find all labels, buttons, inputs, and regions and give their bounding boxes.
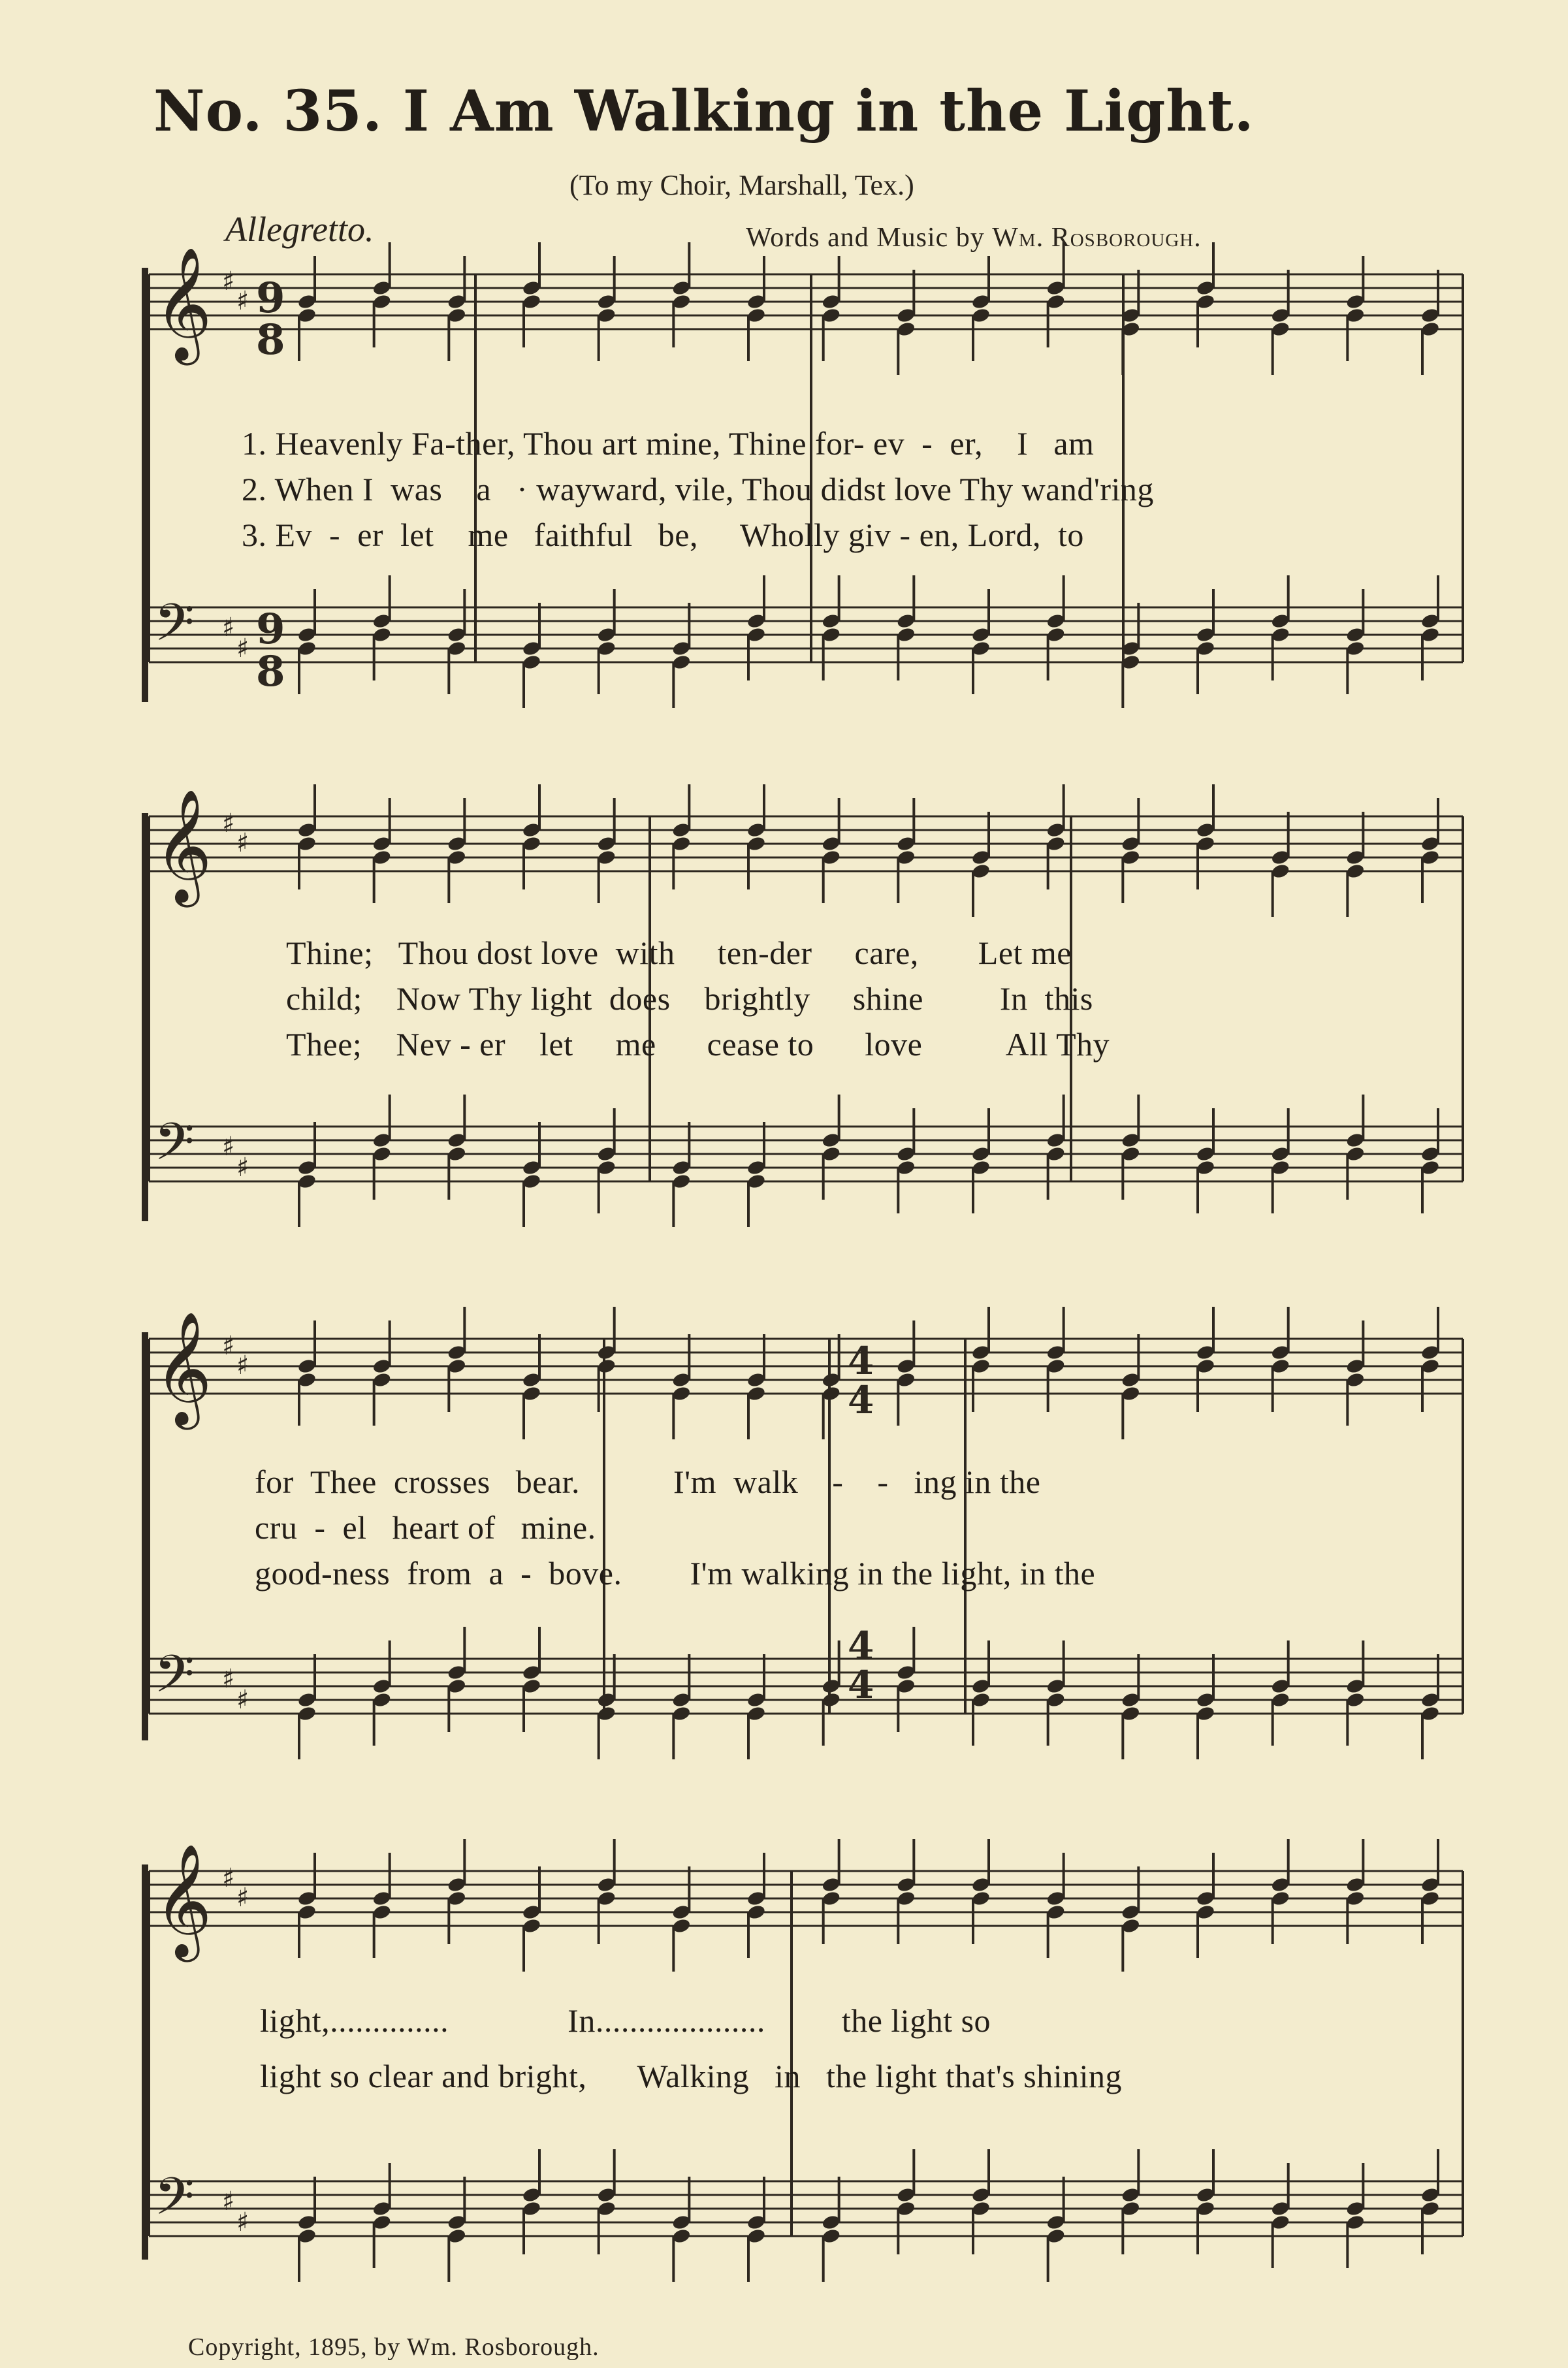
- bass-staff: [149, 592, 1463, 665]
- sharp-icon: ♯: [222, 2186, 235, 2216]
- sharp-icon: ♯: [222, 266, 235, 296]
- lyric-line: light,.............. In.................... the light so: [260, 2002, 991, 2039]
- treble-clef: 𝄞: [154, 247, 212, 360]
- sharp-icon: ♯: [222, 1863, 235, 1893]
- sharp-icon: ♯: [236, 1685, 249, 1715]
- sharp-icon: ♯: [236, 1351, 249, 1381]
- tempo-marking: Allegretto.: [225, 210, 374, 249]
- bass-time-sig-bottom: 8: [256, 647, 285, 696]
- sharp-icon: ♯: [236, 1153, 249, 1183]
- sharp-icon: ♯: [236, 828, 249, 858]
- treble-clef: 𝄞: [154, 789, 212, 903]
- sharp-icon: ♯: [236, 286, 249, 316]
- bass-staff: [149, 1644, 1463, 1717]
- credit-author: Wm. Rosborough.: [992, 223, 1202, 253]
- treble-staff: [149, 789, 1463, 908]
- dedication: (To my Choir, Marshall, Tex.): [569, 169, 914, 201]
- bass-clef: 𝄢: [154, 2166, 195, 2239]
- bass-chorus-time-sig-bottom: 4: [848, 1663, 874, 1707]
- time-sig-top: 9: [256, 274, 285, 323]
- hymn-title: No. 35. I Am Walking in the Light.: [153, 78, 1255, 144]
- chorus-time-sig-bottom: 4: [848, 1378, 874, 1422]
- bass-staff: [149, 1112, 1463, 1185]
- lyric-line: for Thee crosses bear. I'm walk - - ing in the: [255, 1464, 1041, 1500]
- treble-staff: [149, 1844, 1463, 1962]
- bass-chorus-time-sig-top: 4: [848, 1624, 874, 1668]
- sharp-icon: ♯: [236, 2207, 249, 2237]
- bass-clef: 𝄢: [154, 1644, 195, 1717]
- sharp-icon: ♯: [222, 1132, 235, 1162]
- bass-staff: [149, 2166, 1463, 2239]
- sharp-icon: ♯: [236, 1883, 249, 1913]
- lyric-line: Thine; Thou dost love with ten-der care, Let me: [286, 935, 1072, 971]
- lyric-line: 2. When I was a · wayward, vile, Thou didst love Thy wand'ring: [242, 471, 1154, 507]
- chorus-time-sig-top: 4: [848, 1339, 874, 1383]
- credit-prefix: Words and Music by: [746, 223, 985, 253]
- bass-time-sig-top: 9: [256, 605, 285, 654]
- lyric-line: Thee; Nev - er let me cease to love All Thy: [286, 1026, 1110, 1063]
- bass-clef: 𝄢: [154, 592, 195, 665]
- sharp-icon: ♯: [222, 1331, 235, 1361]
- time-sig-bottom: 8: [256, 315, 285, 364]
- lyric-line: good-ness from a - bove. I'm walking in the light, in the: [255, 1555, 1096, 1592]
- treble-clef: 𝄞: [154, 1311, 212, 1425]
- treble-staff: [149, 1311, 1463, 1430]
- lyric-line: child; Now Thy light does brightly shine In this: [286, 980, 1093, 1017]
- sharp-icon: ♯: [222, 1664, 235, 1694]
- bass-clef: 𝄢: [154, 1112, 195, 1185]
- sharp-icon: ♯: [236, 633, 249, 664]
- sharp-icon: ♯: [222, 808, 235, 839]
- lyric-line: 3. Ev - er let me faithful be, Wholly giv - en, Lord, to: [242, 517, 1084, 553]
- lyric-line: 1. Heavenly Fa-ther, Thou art mine, Thine for- ev - er, I am: [242, 425, 1095, 462]
- sharp-icon: ♯: [222, 613, 235, 643]
- lyric-line: light so clear and bright, Walking in the light that's shining: [260, 2058, 1122, 2094]
- lyric-line: cru - el heart of mine.: [255, 1509, 596, 1546]
- copyright-notice: Copyright, 1895, by Wm. Rosborough.: [188, 2333, 600, 2361]
- treble-clef: 𝄞: [154, 1844, 212, 1957]
- treble-staff: [149, 247, 1463, 366]
